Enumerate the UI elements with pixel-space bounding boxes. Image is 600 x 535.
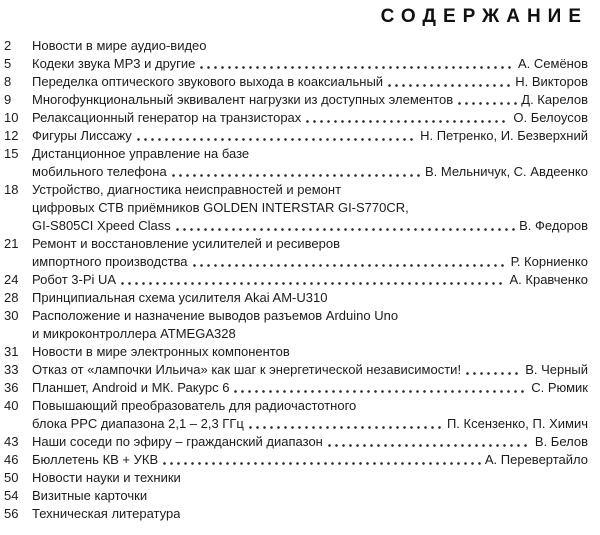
entry-lines (32, 505, 588, 523)
entry-lines (32, 181, 588, 235)
entry-author: О. Белоусов (513, 110, 588, 125)
entry-title: GI-S805CI Xpeed Class (32, 218, 171, 233)
entry-line (32, 199, 588, 217)
entry-author: В. Федоров (519, 218, 588, 233)
toc-item (4, 379, 588, 397)
entry-line (32, 163, 588, 181)
entry-line (32, 181, 588, 199)
page-number: 10 (4, 110, 19, 125)
dot-leader (304, 109, 509, 127)
entry-title: Отказ от «лампочки Ильича» как шаг к энергетической независимости! (32, 362, 462, 377)
toc-item (4, 505, 588, 523)
entry-author: В. Черный (525, 362, 588, 377)
entry-line (32, 397, 588, 415)
entry-line (32, 325, 588, 343)
toc-item (4, 109, 588, 127)
toc-item (4, 271, 588, 289)
entry-title: Кодеки звука MP3 и другие (32, 56, 196, 71)
entry-author: Р. Корниенко (510, 254, 588, 269)
entry-title: блока РРС диапазона 2,1 – 2,3 ГГц (32, 416, 244, 431)
entry-title: Устройство, диагностика неисправностей и ремонт (32, 182, 342, 197)
page-number: 5 (4, 56, 12, 71)
entry-lines (32, 487, 588, 505)
toc-item (4, 91, 588, 109)
dot-leader (456, 91, 517, 109)
entry-author: В. Белов (534, 434, 588, 449)
page-number: 50 (4, 470, 19, 485)
page-number: 8 (4, 74, 12, 89)
page-number: 12 (4, 128, 19, 143)
entry-line (32, 379, 588, 397)
toc-item (4, 343, 588, 361)
dot-leader (161, 451, 481, 469)
entry-title: Бюллетень КВ + УКВ (32, 452, 159, 467)
entry-line (32, 487, 588, 505)
entry-lines (32, 307, 588, 343)
page-number: 9 (4, 92, 12, 107)
entry-lines (32, 289, 588, 307)
entry-title: Ремонт и восстановление усилителей и ресиверов (32, 236, 340, 251)
dot-leader (326, 433, 531, 451)
page-number: 24 (4, 272, 19, 287)
entry-line (32, 109, 588, 127)
dot-leader (386, 73, 511, 91)
toc-item (4, 307, 588, 343)
page-number: 54 (4, 488, 19, 503)
page-number: 33 (4, 362, 19, 377)
dot-leader (232, 379, 527, 397)
entry-line (32, 415, 588, 433)
entry-author: Н. Петренко, И. Безверхний (420, 128, 588, 143)
entry-line (32, 217, 588, 235)
entry-lines (32, 271, 588, 289)
entry-line (32, 289, 588, 307)
entry-title: Повышающий преобразователь для радиочастотного (32, 398, 357, 413)
page-title: СОДЕРЖАНИЕ (380, 6, 588, 27)
entry-line (32, 235, 588, 253)
entry-title: цифровых СТВ приёмников GOLDEN INTERSTAR GI-S770CR, (32, 200, 409, 215)
entry-line (32, 433, 588, 451)
entry-lines (32, 451, 588, 469)
page-number: 43 (4, 434, 19, 449)
page-number: 36 (4, 380, 19, 395)
entry-lines (32, 145, 588, 181)
entry-line (32, 37, 588, 55)
entry-lines (32, 73, 588, 91)
entry-line (32, 73, 588, 91)
entry-author: Н. Викторов (515, 74, 588, 89)
entry-title: Новости в мире электронных компонентов (32, 344, 290, 359)
entry-title: Техническая литература (32, 506, 181, 521)
entry-lines (32, 37, 588, 55)
entry-lines (32, 433, 588, 451)
entry-lines (32, 55, 588, 73)
entry-author: П. Ксензенко, П. Химич (446, 416, 588, 431)
toc-item (4, 145, 588, 181)
entry-author: Д. Карелов (521, 92, 588, 107)
toc-item (4, 289, 588, 307)
entry-line (32, 55, 588, 73)
entry-title: мобильного телефона (32, 164, 167, 179)
page-number: 31 (4, 344, 19, 359)
page-number: 30 (4, 308, 19, 323)
page-number: 18 (4, 182, 19, 197)
entry-lines (32, 469, 588, 487)
entry-title: Расположение и назначение выводов разъемов Arduino Uno (32, 308, 399, 323)
toc-item (4, 433, 588, 451)
entry-author: А. Семёнов (518, 56, 588, 71)
entry-lines (32, 127, 588, 145)
page-number: 15 (4, 146, 19, 161)
toc-item (4, 73, 588, 91)
toc-item (4, 37, 588, 55)
entry-title: Новости науки и техники (32, 470, 181, 485)
entry-line (32, 361, 588, 379)
entry-author: С. Рюмик (531, 380, 588, 395)
entry-line (32, 271, 588, 289)
entry-author: В. Мельничук, С. Авдеенко (425, 164, 588, 179)
page-number: 28 (4, 290, 19, 305)
entry-lines (32, 235, 588, 271)
entry-line (32, 451, 588, 469)
entry-lines (32, 379, 588, 397)
dot-leader (464, 361, 521, 379)
entry-lines (32, 397, 588, 433)
entry-line (32, 91, 588, 109)
toc-item (4, 469, 588, 487)
toc-list (4, 37, 588, 523)
entry-line (32, 145, 588, 163)
toc-item (4, 55, 588, 73)
entry-line (32, 469, 588, 487)
dot-leader (191, 253, 507, 271)
entry-author: А. Кравченко (509, 272, 588, 287)
entry-title: Новости в мире аудио-видео (32, 38, 207, 53)
entry-title: импортного производства (32, 254, 188, 269)
entry-line (32, 343, 588, 361)
entry-line (32, 307, 588, 325)
entry-lines (32, 109, 588, 127)
dot-leader (119, 271, 505, 289)
entry-author: А. Перевертайло (484, 452, 588, 467)
entry-title: и микроконтроллера ATMEGA328 (32, 326, 236, 341)
page-number: 46 (4, 452, 19, 467)
page-number: 56 (4, 506, 19, 521)
entry-lines (32, 361, 588, 379)
entry-title: Дистанционное управление на базе (32, 146, 250, 161)
entry-title: Релаксационный генератор на транзисторах (32, 110, 302, 125)
entry-title: Многофункциональный эквивалент нагрузки из доступных элементов (32, 92, 454, 107)
page-number: 2 (4, 38, 12, 53)
toc-item (4, 235, 588, 271)
page-number: 21 (4, 236, 19, 251)
entry-line (32, 253, 588, 271)
toc-item (4, 397, 588, 433)
entry-title: Наши соседи по эфиру – гражданский диапазон (32, 434, 323, 449)
entry-line (32, 505, 588, 523)
entry-lines (32, 91, 588, 109)
toc-item (4, 451, 588, 469)
entry-title: Планшет, Android и МК. Ракурс 6 (32, 380, 230, 395)
entry-title: Переделка оптического звукового выхода в коаксиальный (32, 74, 384, 89)
toc-item (4, 361, 588, 379)
dot-leader (247, 415, 443, 433)
entry-title: Визитные карточки (32, 488, 148, 503)
entry-lines (32, 343, 588, 361)
dot-leader (198, 55, 514, 73)
toc-item (4, 181, 588, 235)
toc-item (4, 487, 588, 505)
toc-item (4, 127, 588, 145)
entry-title: Принципиальная схема усилителя Akai AM-U310 (32, 290, 328, 305)
page-number: 40 (4, 398, 19, 413)
dot-leader (174, 217, 515, 235)
entry-line (32, 127, 588, 145)
dot-leader (170, 163, 421, 181)
entry-title: Фигуры Лиссажу (32, 128, 132, 143)
entry-title: Робот 3-Pi UA (32, 272, 117, 287)
dot-leader (135, 127, 416, 145)
